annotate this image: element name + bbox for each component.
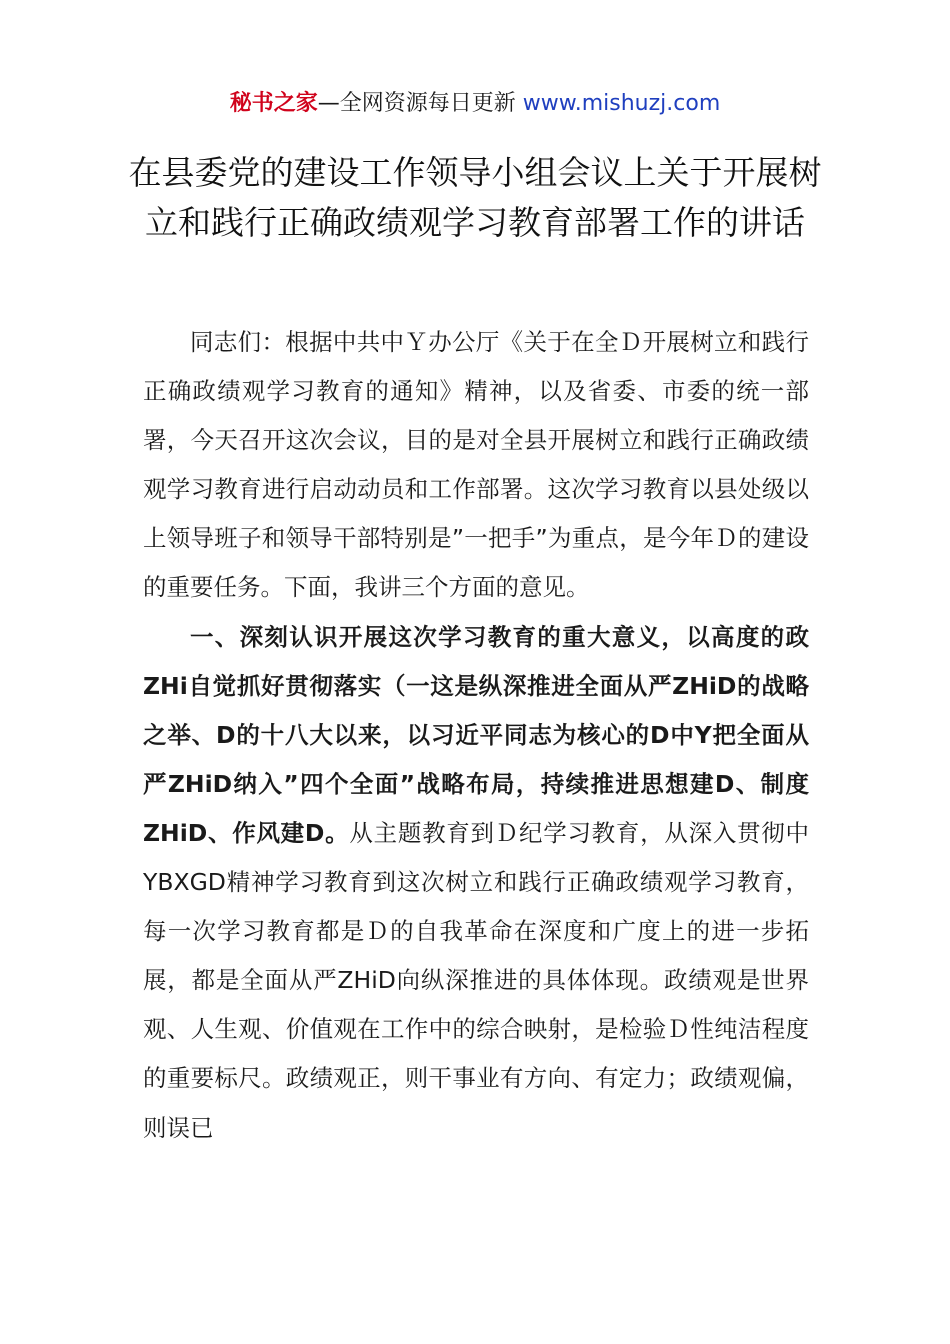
document-body [143, 318, 809, 1153]
paragraph-section-one [143, 613, 809, 1153]
brand-name: 秘书之家 [229, 91, 318, 116]
header-tagline: —全网资源每日更新 [317, 91, 523, 116]
site-url-link[interactable]: www.mishuzj.com [522, 91, 721, 116]
document-title: 在县委党的建设工作领导小组会议上关于开展树立和践行正确政绩观学习教育部署工作的讲话 [128, 153, 822, 242]
section-one-text: 从主题教育到Ｄ纪学习教育，从深入贯彻中YBXGD精神学习教育到这次树立和践行正确政绩观学习教育，每一次学习教育都是Ｄ的自我革命在深度和广度上的进一步拓展，都是全面从严ZHiD向纵深推进的具体体现。政绩观是世界观、人生观、价值观在工作中的综合映射，是检验Ｄ性纯洁程度的重要标尺。政绩观正，则干事业有方向、有定力；政绩观偏，则误已 [143, 818, 810, 1142]
section-one-heading: 一、深刻认识开展这次学习教育的重大意义，以高度的政ZHi自觉抓好贯彻落实（一这是纵深推进全面从严ZHiD的战略之举、D的十八大以来，以习近平同志为核心的D中Y把全面从严ZHiD纳入”四个全面”战略布局，持续推进思想建D、制度ZHiD、作风建D。 [143, 622, 809, 847]
paragraph-opening: 同志们：根据中共中Ｙ办公厅《关于在全Ｄ开展树立和践行正确政绩观学习教育的通知》精神，以及省委、市委的统一部署，今天召开这次会议，目的是对全县开展树立和践行正确政绩观学习教育进行启动动员和工作部署。这次学习教育以县处级以上领导班子和领导干部特别是”一把手”为重点，是今年Ｄ的建设的重要任务。下面，我讲三个方面的意见。 [143, 328, 809, 602]
site-header [0, 88, 950, 120]
